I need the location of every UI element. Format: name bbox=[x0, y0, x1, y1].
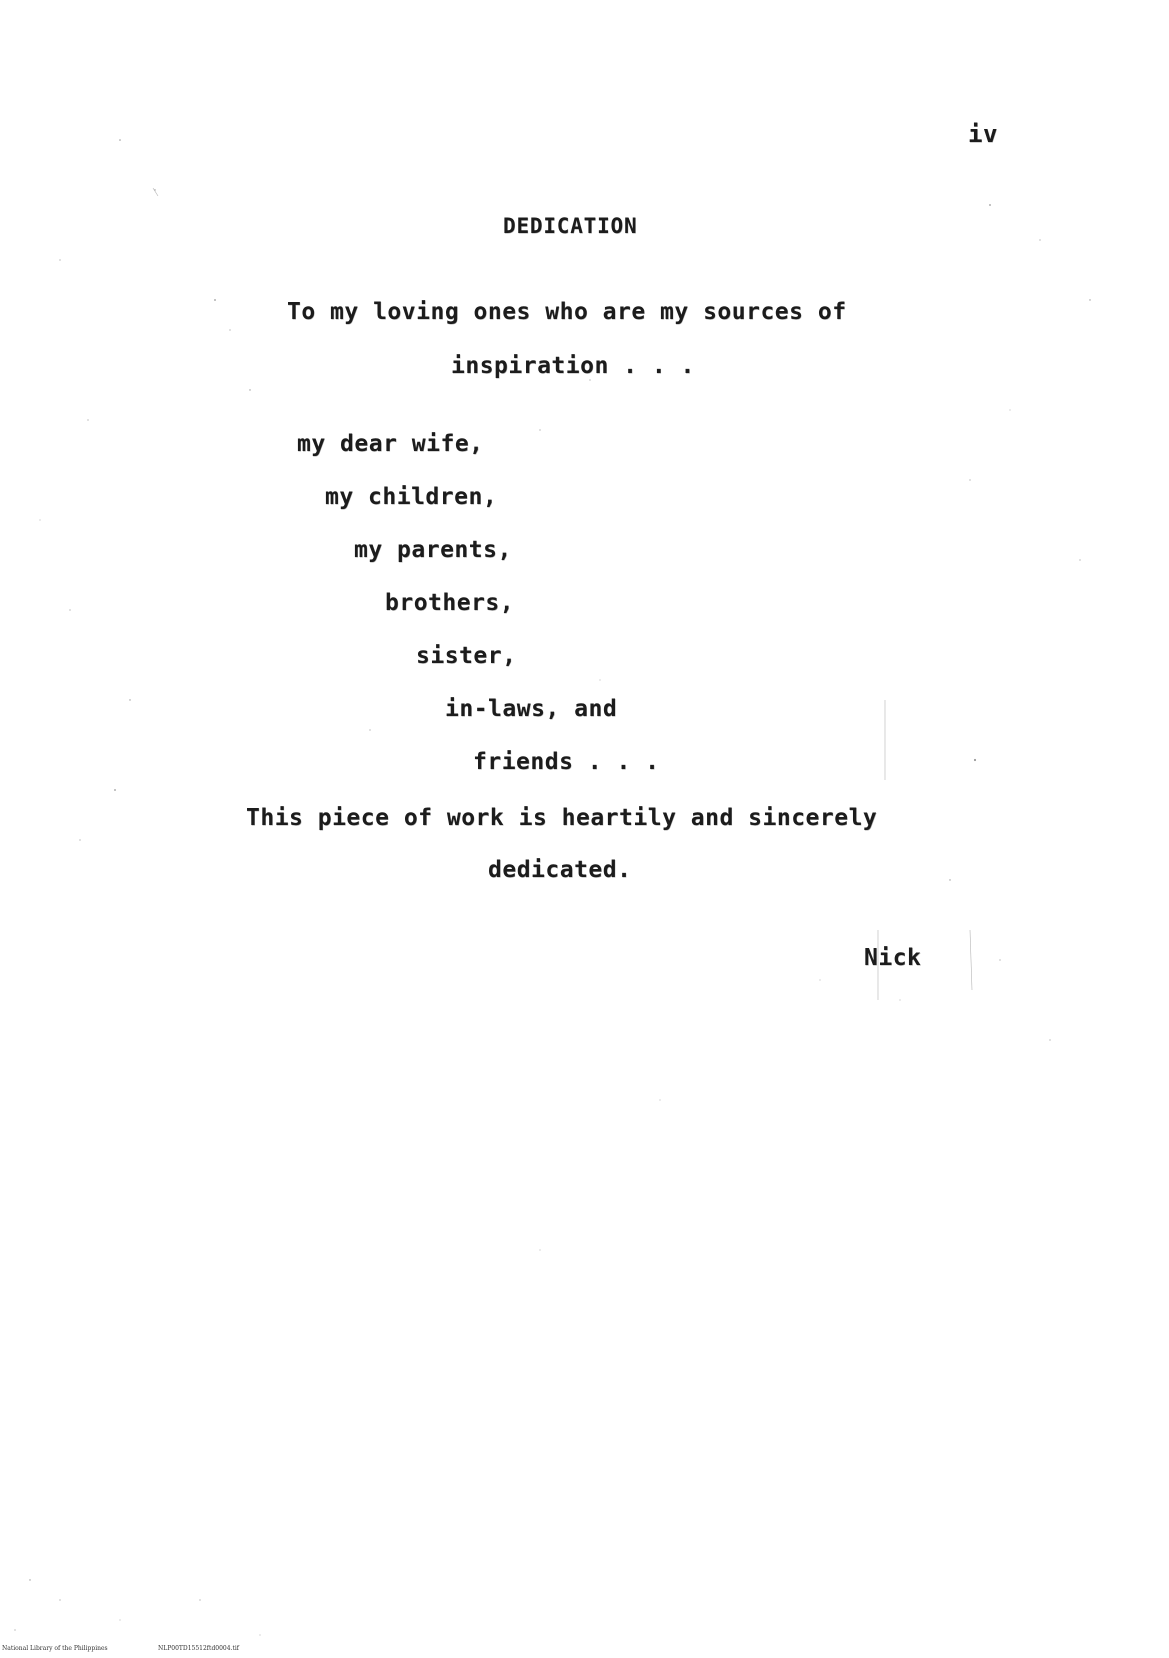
page-title: DEDICATION bbox=[503, 214, 638, 238]
dedication-line-6: brothers, bbox=[385, 590, 515, 616]
dedication-line-8: in-laws, and bbox=[445, 696, 618, 722]
dedication-line-1: To my loving ones who are my sources of bbox=[287, 299, 847, 325]
dedication-line-9: friends . . . bbox=[473, 749, 660, 775]
dedication-line-11: dedicated. bbox=[488, 857, 632, 883]
footer-library: National Library of the Philippines bbox=[2, 1645, 108, 1652]
footer-filename: NLP00TD15512ftd0004.tif bbox=[158, 1645, 240, 1652]
signature: Nick bbox=[864, 945, 922, 971]
page-number: iv bbox=[968, 120, 998, 148]
dedication-line-5: my parents, bbox=[354, 537, 512, 563]
dedication-line-4: my children, bbox=[325, 484, 498, 510]
dedication-line-2: inspiration . . . bbox=[451, 353, 695, 379]
dedication-line-3: my dear wife, bbox=[297, 431, 484, 457]
dedication-line-7: sister, bbox=[416, 643, 517, 669]
dedication-line-10: This piece of work is heartily and sincerely bbox=[246, 805, 878, 831]
